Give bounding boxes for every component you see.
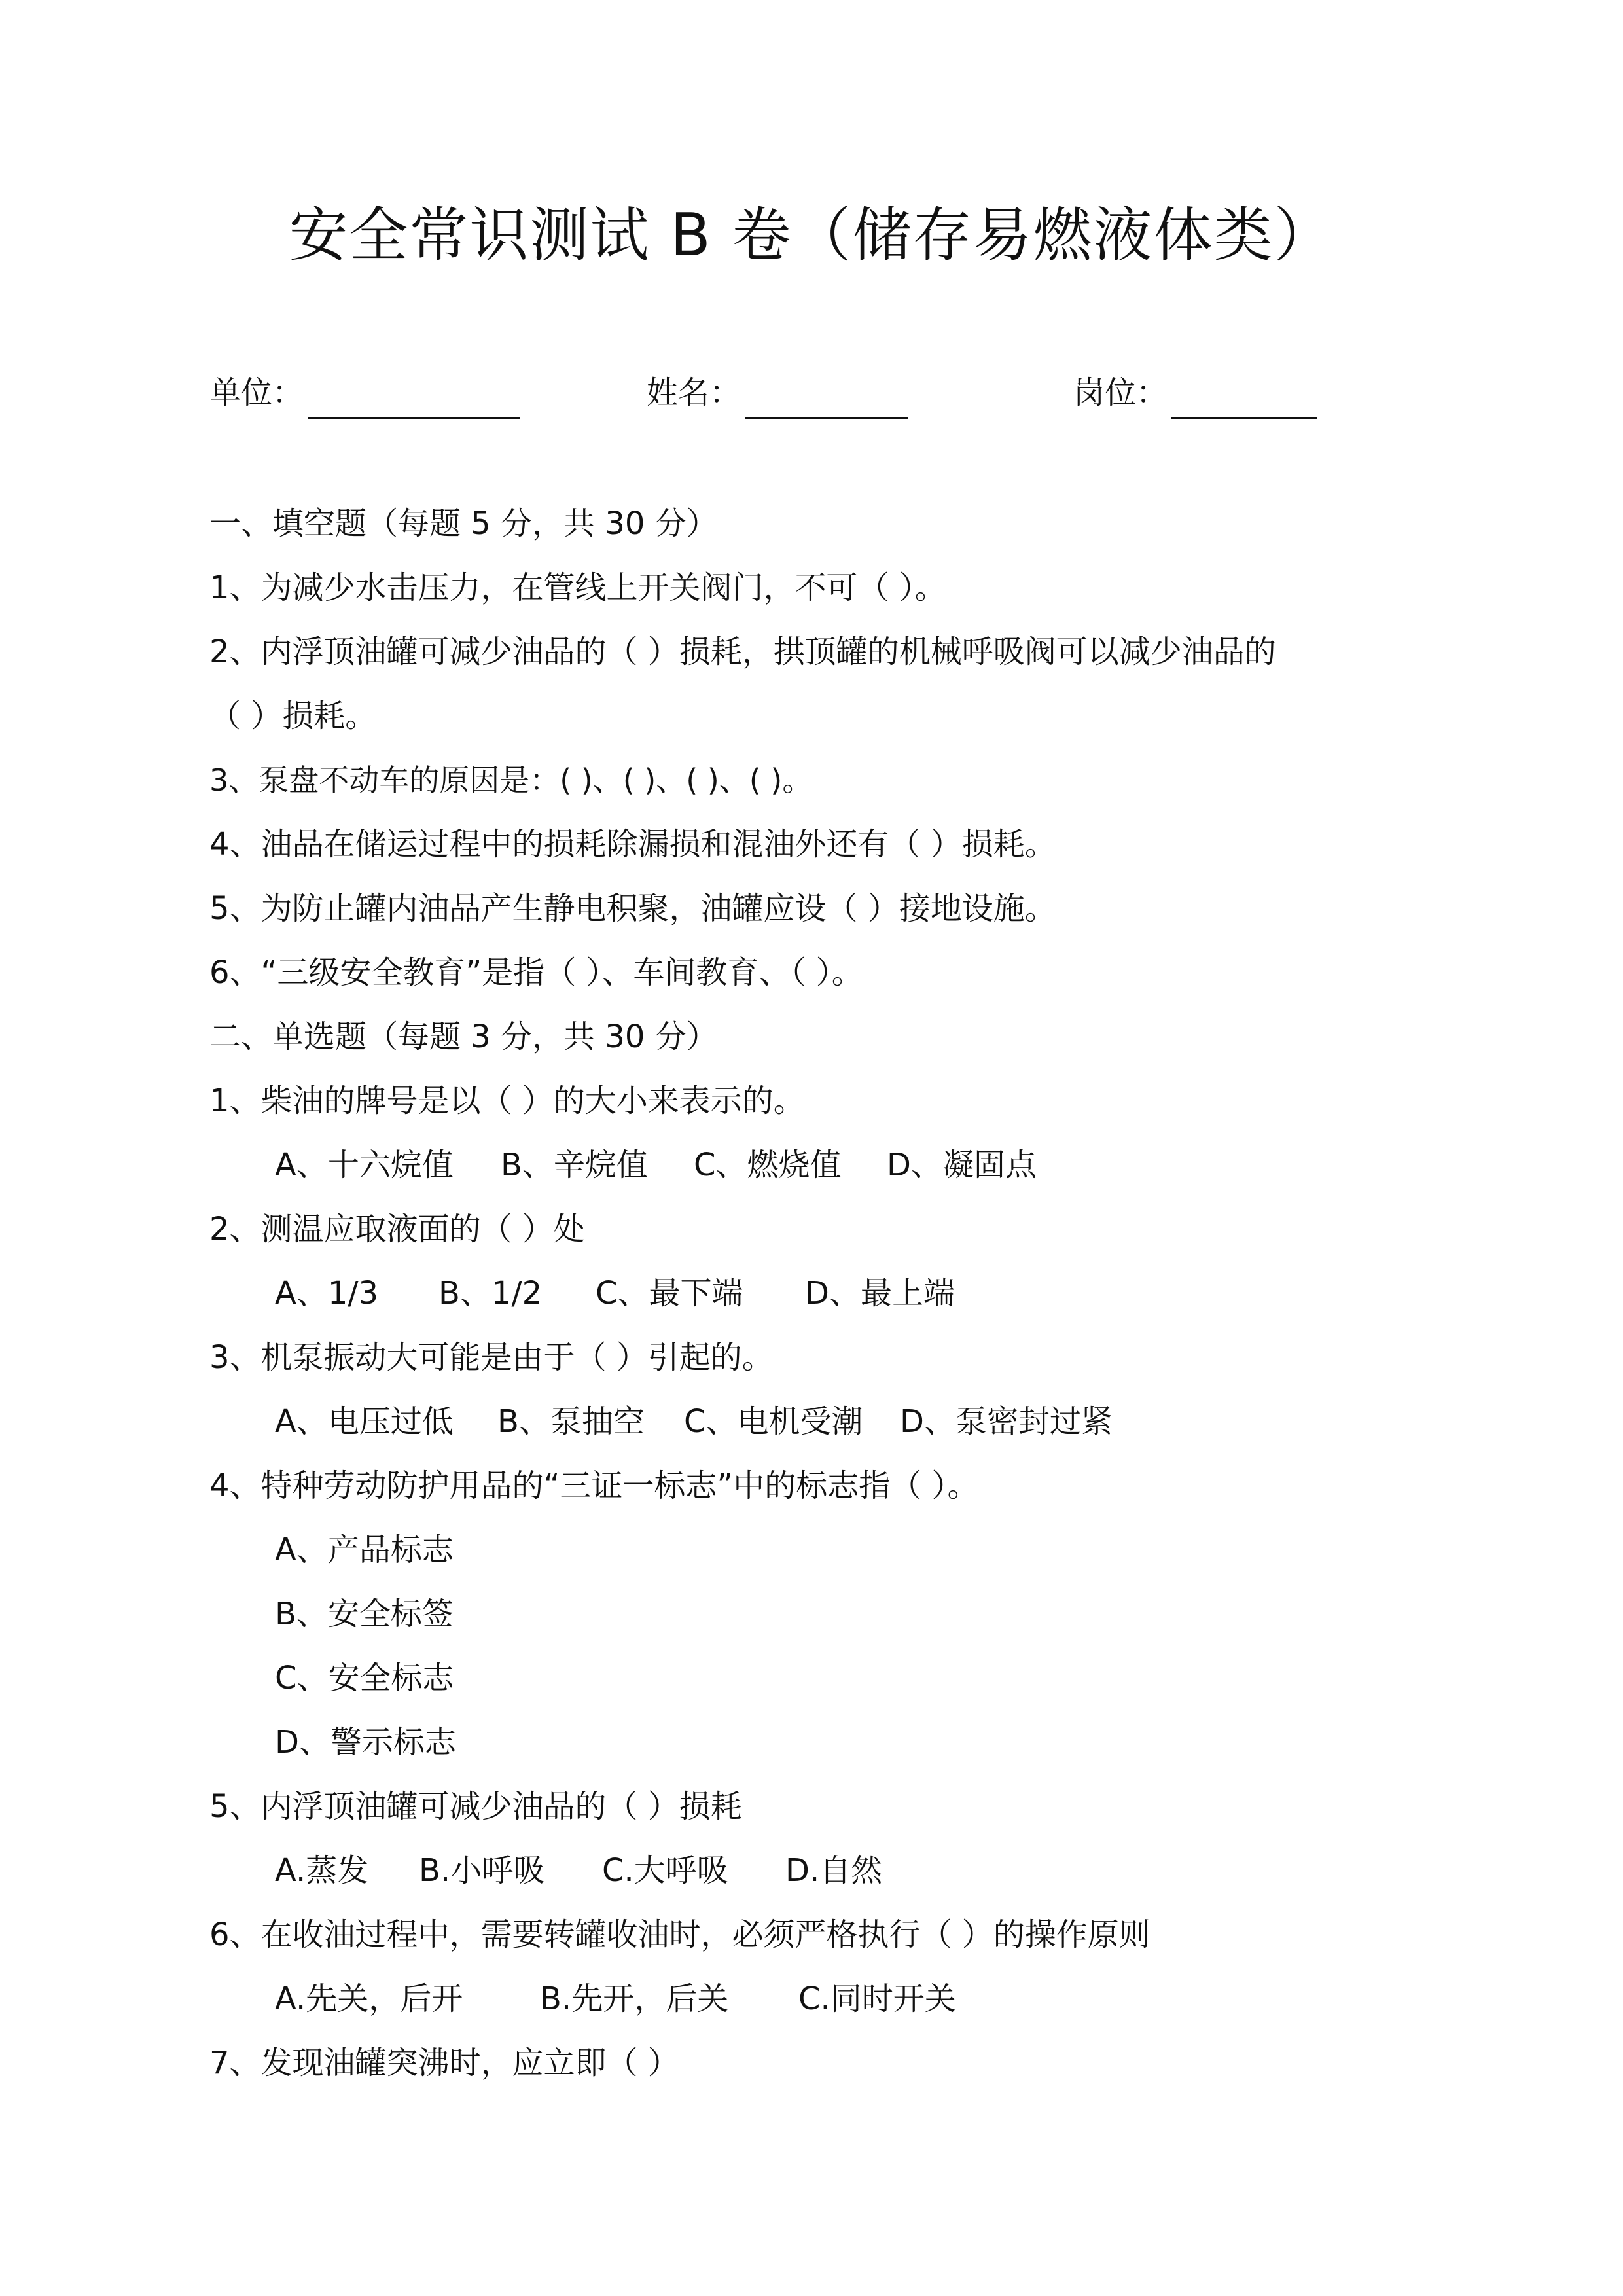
choice-question-6: 6、在收油过程中，需要转罐收油时，必须严格执行（ ）的操作原则 [209,1916,1150,1953]
unit-field [209,367,520,419]
option-a: A、十六烷值 [275,1147,454,1183]
post-blank[interactable] [1171,378,1317,419]
option-b: B.小呼吸 [419,1852,545,1889]
choice-question-6-options [275,1973,956,2025]
section2-heading: 二、单选题（每题 3 分，共 30 分） [209,1018,718,1055]
name-blank[interactable] [745,378,908,419]
option-c: C.大呼吸 [602,1852,728,1889]
choice-question-4-option-a: A、产品标志 [275,1532,454,1568]
option-b: B.先开，后关 [540,1981,729,2017]
option-d: D.自然 [785,1852,883,1889]
option-c: C、最下端 [596,1275,743,1312]
post-label: 岗位： [1073,374,1168,411]
option-d: D、最上端 [805,1275,955,1312]
option-b: B、1/2 [438,1275,543,1312]
option-c: C、电机受潮 [684,1403,863,1440]
section1-heading: 一、填空题（每题 5 分，共 30 分） [209,505,718,542]
option-b: B、泵抽空 [497,1403,645,1440]
option-a: A.蒸发 [275,1852,369,1889]
choice-question-3: 3、机泵振动大可能是由于（ ）引起的。 [209,1339,774,1376]
unit-label: 单位： [209,374,304,411]
option-d: D、泵密封过紧 [900,1403,1113,1440]
choice-question-1-options [275,1139,1037,1191]
fill-question-4: 4、油品在储运过程中的损耗除漏损和混油外还有（ ）损耗。 [209,826,1056,863]
choice-question-1: 1、柴油的牌号是以（ ）的大小来表示的。 [209,1083,805,1119]
name-field [647,367,908,419]
choice-question-5: 5、内浮顶油罐可减少油品的（ ）损耗 [209,1788,742,1825]
option-c: C、燃烧值 [694,1147,842,1183]
unit-blank[interactable] [308,378,520,419]
choice-question-4-option-d: D、警示标志 [275,1724,456,1761]
choice-question-4: 4、特种劳动防护用品的“三证一标志”中的标志指（ ）。 [209,1467,979,1504]
option-d: D、凝固点 [887,1147,1037,1183]
option-a: A、电压过低 [275,1403,454,1440]
choice-question-7: 7、发现油罐突沸时，应立即（ ） [209,2045,679,2081]
fill-question-2-line1: 2、内浮顶油罐可减少油品的（ ）损耗，拱顶罐的机械呼吸阀可以减少油品的 [209,634,1276,670]
fill-question-1: 1、为减少水击压力，在管线上开关阀门，不可（ ）。 [209,569,946,606]
choice-question-5-options [275,1844,882,1897]
choice-question-4-option-c: C、安全标志 [275,1660,454,1696]
choice-question-2: 2、测温应取液面的（ ）处 [209,1211,585,1247]
fill-question-3: 3、泵盘不动车的原因是：( )、( )、( )、( )。 [209,762,813,798]
post-field [1073,367,1317,419]
choice-question-3-options [275,1395,1113,1448]
choice-question-2-options [275,1267,955,1319]
option-b: B、辛烷值 [501,1147,648,1183]
option-c: C.同时开关 [798,1981,956,2017]
name-label: 姓名： [647,374,741,411]
choice-question-4-option-b: B、安全标签 [275,1596,454,1632]
fill-question-2-line2: （ ）损耗。 [209,698,377,734]
fill-question-6: 6、“三级安全教育”是指（ ）、车间教育、（ ）。 [209,954,863,991]
exam-title: 安全常识测试 B 卷（储存易燃液体类） [289,201,1334,270]
fill-question-5: 5、为防止罐内油品产生静电积聚，油罐应设（ ）接地设施。 [209,890,1056,927]
option-a: A、1/3 [275,1275,379,1312]
option-a: A.先关，后开 [275,1981,463,2017]
